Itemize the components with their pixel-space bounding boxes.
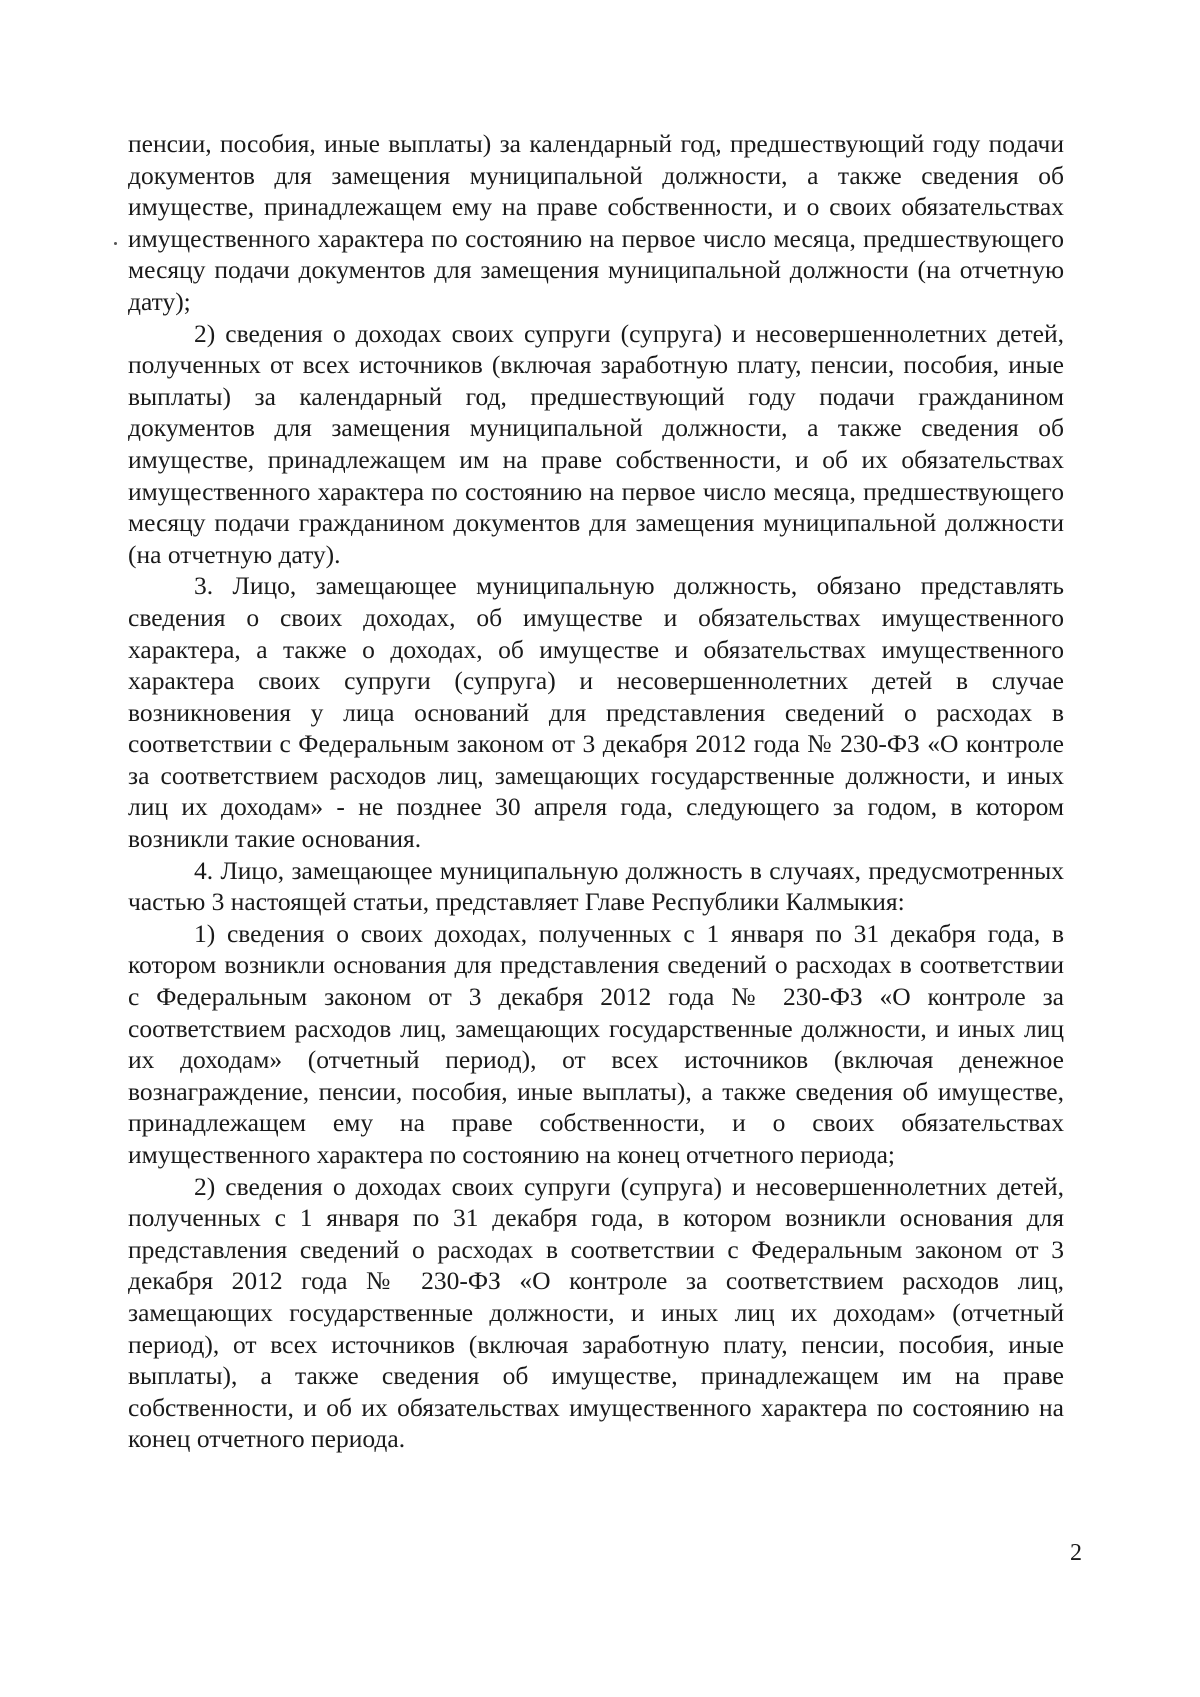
paragraph-part-4: 4. Лицо, замещающее муниципальную должность в случаях, предусмотренных частью 3 настоящей статьи, представляет Главе Республики Калмыкия: — [128, 855, 1064, 917]
paragraph-part-3: 3. Лицо, замещающее муниципальную должность, обязано представлять сведения о своих доходах, об имуществе и обязательствах имущественного характера, а также о доходах, об имуществе и обязательствах имущественного характера своих супруги (супруга) и несовершеннолетних детей в случае возникновения у лица оснований для представления сведений о расходах в соответствии с Федеральным законом от 3 декабря 2012 года № 230-ФЗ «О контроле за соответствием расходов лиц, замещающих государственные должности, и иных лиц их доходам» - не позднее 30 апреля года, следующего за годом, в котором возникли такие основания. — [128, 571, 1064, 854]
document-body — [128, 128, 1064, 1455]
paragraph-continuation: пенсии, пособия, иные выплаты) за календарный год, предшествующий году подачи документов для замещения муниципальной должности, а также сведения об имуществе, принадлежащем ему на праве собственности, и о своих обязательствах имущественного характера по состоянию на первое число месяца, предшествующего месяцу подачи документов для замещения муниципальной должности (на отчетную дату); — [128, 129, 1064, 316]
paragraph-item-4-2: 2) сведения о доходах своих супруги (супруга) и несовершеннолетних детей, полученных с 1 января по 31 декабря года, в котором возникли основания для представления сведений о расходах в соответствии с Федеральным законом от 3 декабря 2012 года № 230-ФЗ «О контроле за соответствием расходов лиц, замещающих государственные должности, и иных лиц их доходам» (отчетный период), от всех источников (включая заработную плату, пенсии, пособия, иные выплаты), а также сведения об имуществе, принадлежащем им на праве собственности, и об их обязательствах имущественного характера по состоянию на конец отчетного периода. — [128, 1171, 1064, 1454]
paragraph-item-2-2: 2) сведения о доходах своих супруги (супруга) и несовершеннолетних детей, полученных от всех источников (включая заработную плату, пенсии, пособия, иные выплаты) за календарный год, предшествующий году подачи гражданином документов для замещения муниципальной должности, а также сведения об имуществе, принадлежащем им на праве собственности, и об их обязательствах имущественного характера по состоянию на первое число месяца, предшествующего месяцу подачи гражданином документов для замещения муниципальной должности (на отчетную дату). — [128, 318, 1064, 569]
scan-speck — [114, 242, 117, 245]
paragraph-item-4-1: 1) сведения о своих доходах, полученных с 1 января по 31 декабря года, в котором возникли основания для представления сведений о расходах в соответствии с Федеральным законом от 3 декабря 2012 года № 230-ФЗ «О контроле за соответствием расходов лиц, замещающих государственные должности, и иных лиц их доходам» (отчетный период), от всех источников (включая денежное вознаграждение, пенсии, пособия, иные выплаты), а также сведения об имуществе, принадлежащем ему на праве собственности, и о своих обязательствах имущественного характера по состоянию на конец отчетного периода; — [128, 918, 1064, 1169]
page-number: 2 — [1070, 1540, 1082, 1566]
